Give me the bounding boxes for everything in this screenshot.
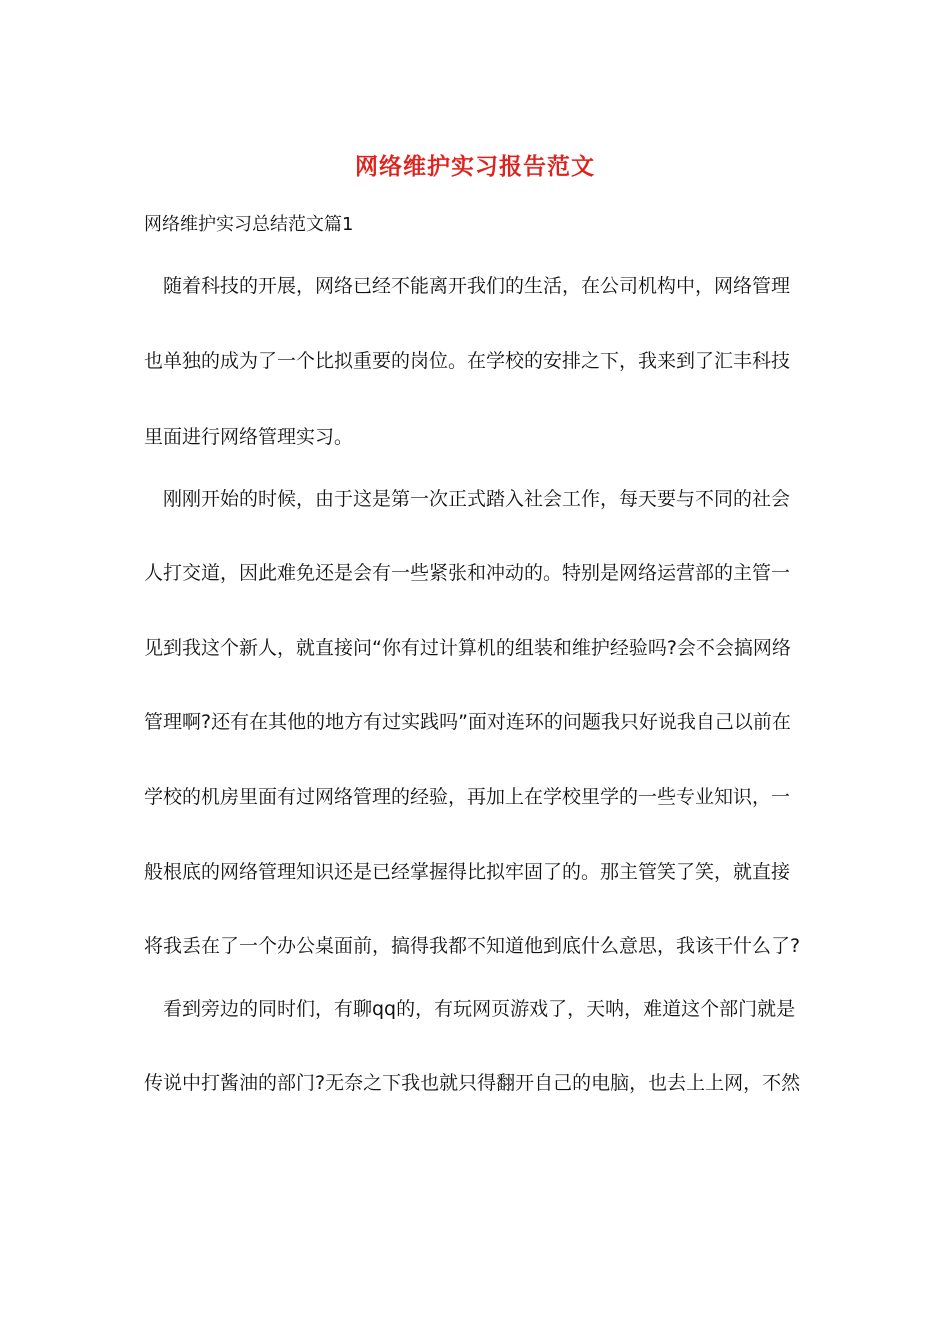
paragraph-line: 管理啊?还有在其他的地方有过实践吗”面对连环的问题我只好说我自己以前在 xyxy=(144,711,791,733)
document-subtitle: 网络维护实习总结范文篇1 xyxy=(144,214,354,235)
paragraph-line: 见到我这个新人，就直接问“你有过计算机的组装和维护经验吗?会不会搞网络 xyxy=(144,637,791,659)
paragraph-line: 学校的机房里面有过网络管理的经验，再加上在学校里学的一些专业知识，一 xyxy=(144,786,791,808)
document-title: 网络维护实习报告范文 xyxy=(355,153,595,180)
paragraph-line: 般根底的网络管理知识还是已经掌握得比拟牢固了的。那主管笑了笑，就直接 xyxy=(144,861,791,883)
paragraph-line: 看到旁边的同时们，有聊qq的，有玩网页游戏了，天呐，难道这个部门就是 xyxy=(163,998,796,1020)
paragraph-line: 刚刚开始的时候，由于这是第一次正式踏入社会工作，每天要与不同的社会 xyxy=(163,488,791,510)
paragraph-line: 也单独的成为了一个比拟重要的岗位。在学校的安排之下，我来到了汇丰科技 xyxy=(144,350,791,372)
paragraph-line: 人打交道，因此难免还是会有一些紧张和冲动的。特别是网络运营部的主管一 xyxy=(144,562,791,584)
paragraph-line: 将我丢在了一个办公桌面前，搞得我都不知道他到底什么意思，我该干什么了? xyxy=(144,935,801,957)
paragraph-line: 随着科技的开展，网络已经不能离开我们的生活，在公司机构中，网络管理 xyxy=(163,275,791,297)
paragraph-line: 传说中打酱油的部门?无奈之下我也就只得翻开自己的电脑，也去上上网，不然 xyxy=(144,1072,801,1094)
paragraph-line: 里面进行网络管理实习。 xyxy=(144,426,354,448)
